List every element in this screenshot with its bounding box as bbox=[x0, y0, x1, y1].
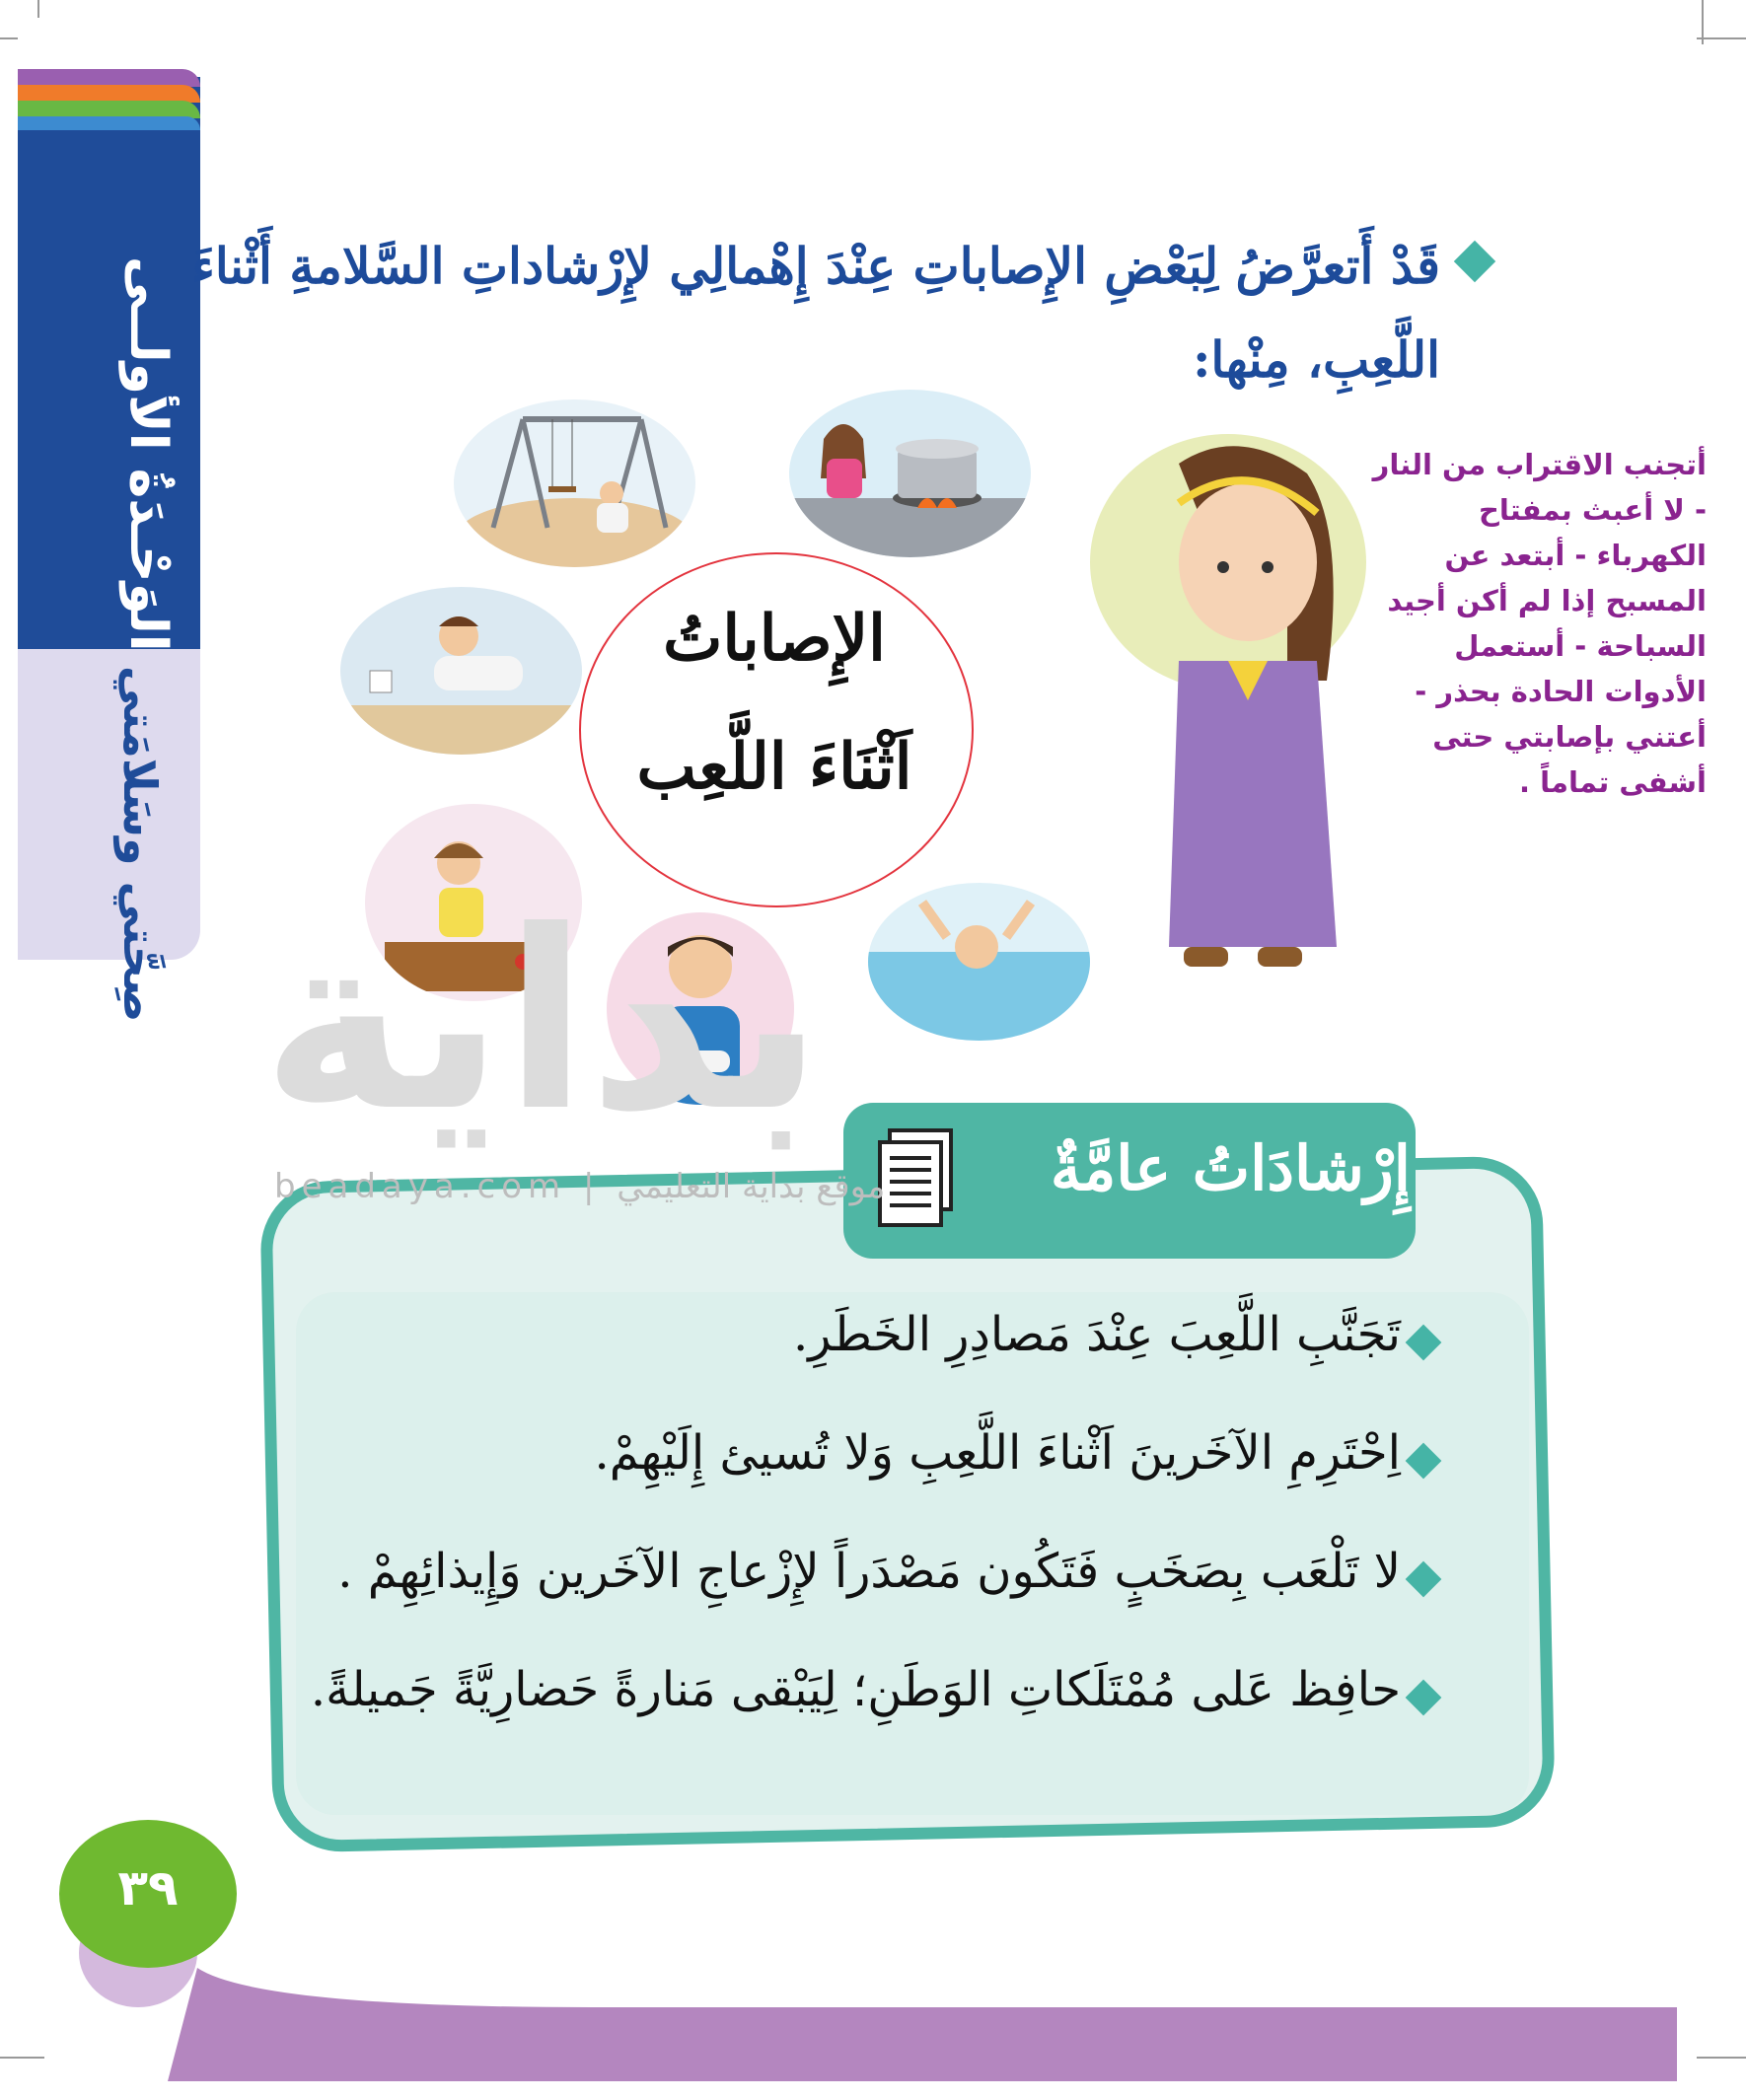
guidance-item-3: لا تَلْعَب بِصَخَبٍ فَتَكُون مَصْدَراً لإِزْعاجِ الآخَرين وَإِيذائِهِمْ . bbox=[337, 1544, 1401, 1599]
crop-mark bbox=[1697, 37, 1746, 39]
intro-line-2: اللَّعِبِ، مِنْها: bbox=[1192, 330, 1440, 389]
general-guidance-title: إِرْشادَاتُ عامَّةٌ bbox=[1050, 1132, 1411, 1204]
watermark-logo: بداية bbox=[261, 878, 824, 1165]
intro-bullet-icon bbox=[1454, 241, 1495, 282]
guidance-item-2: اِحْتَرِمِ الآخَرينَ اَثْناءَ اللَّعِبِ وَلا تُسيئ إِلَيْهِمْ. bbox=[594, 1425, 1401, 1481]
footer-band bbox=[0, 1968, 1746, 2096]
side-tab-top-white bbox=[18, 18, 200, 77]
safety-tips-paragraph: أتجنب الاقتراب من النار - لا أعبث بمفتاح الكهرباء - أبتعد عن المسبح إذا لم أكن أجيد السباحة - أستعمل الأدوات الحادة بحذر - أعتني بإصابتي حتى أشفى تماماً . bbox=[1372, 448, 1707, 799]
unit-title: الوَحْـدَةُ الأولــى bbox=[118, 256, 178, 652]
watermark-url: beadaya.com | موقع بداية التعليمي bbox=[274, 1167, 886, 1206]
drowning-boy-illustration bbox=[868, 883, 1090, 1041]
crop-mark bbox=[1702, 0, 1704, 44]
thinking-girl-illustration bbox=[1090, 434, 1366, 986]
injuries-title-line-1: الإِصاباتُ bbox=[663, 602, 886, 676]
electric-socket-illustration bbox=[340, 587, 582, 755]
swings-illustration bbox=[454, 399, 695, 567]
page-number: ٣٩ bbox=[117, 1859, 179, 1917]
intro-line-1: قَدْ أَتعرَّضُ لِبَعْضِ الإِصاباتِ عِنْدَ إِهْمالِي لإِرْشاداتِ السَّلامةِ أَثْناءَ bbox=[191, 237, 1440, 295]
unit-subtitle: صِحَّتي وسَلامَتي bbox=[113, 666, 167, 1023]
guidance-item-1: تَجَنَّبِ اللَّعِبَ عِنْدَ مَصادِرِ الخَطَرِ. bbox=[792, 1307, 1401, 1362]
side-tab-stripe-blue bbox=[18, 116, 200, 130]
guidance-item-4: حافِظ عَلى مُمْتَلَكاتِ الوَطَنِ؛ لِيَبْقى مَنارةً حَضارِيَّةً جَميلةً. bbox=[310, 1662, 1401, 1717]
stove-illustration bbox=[789, 390, 1031, 557]
injuries-title-line-2: اَثْنَاءَ اللَّعِب bbox=[636, 730, 912, 804]
